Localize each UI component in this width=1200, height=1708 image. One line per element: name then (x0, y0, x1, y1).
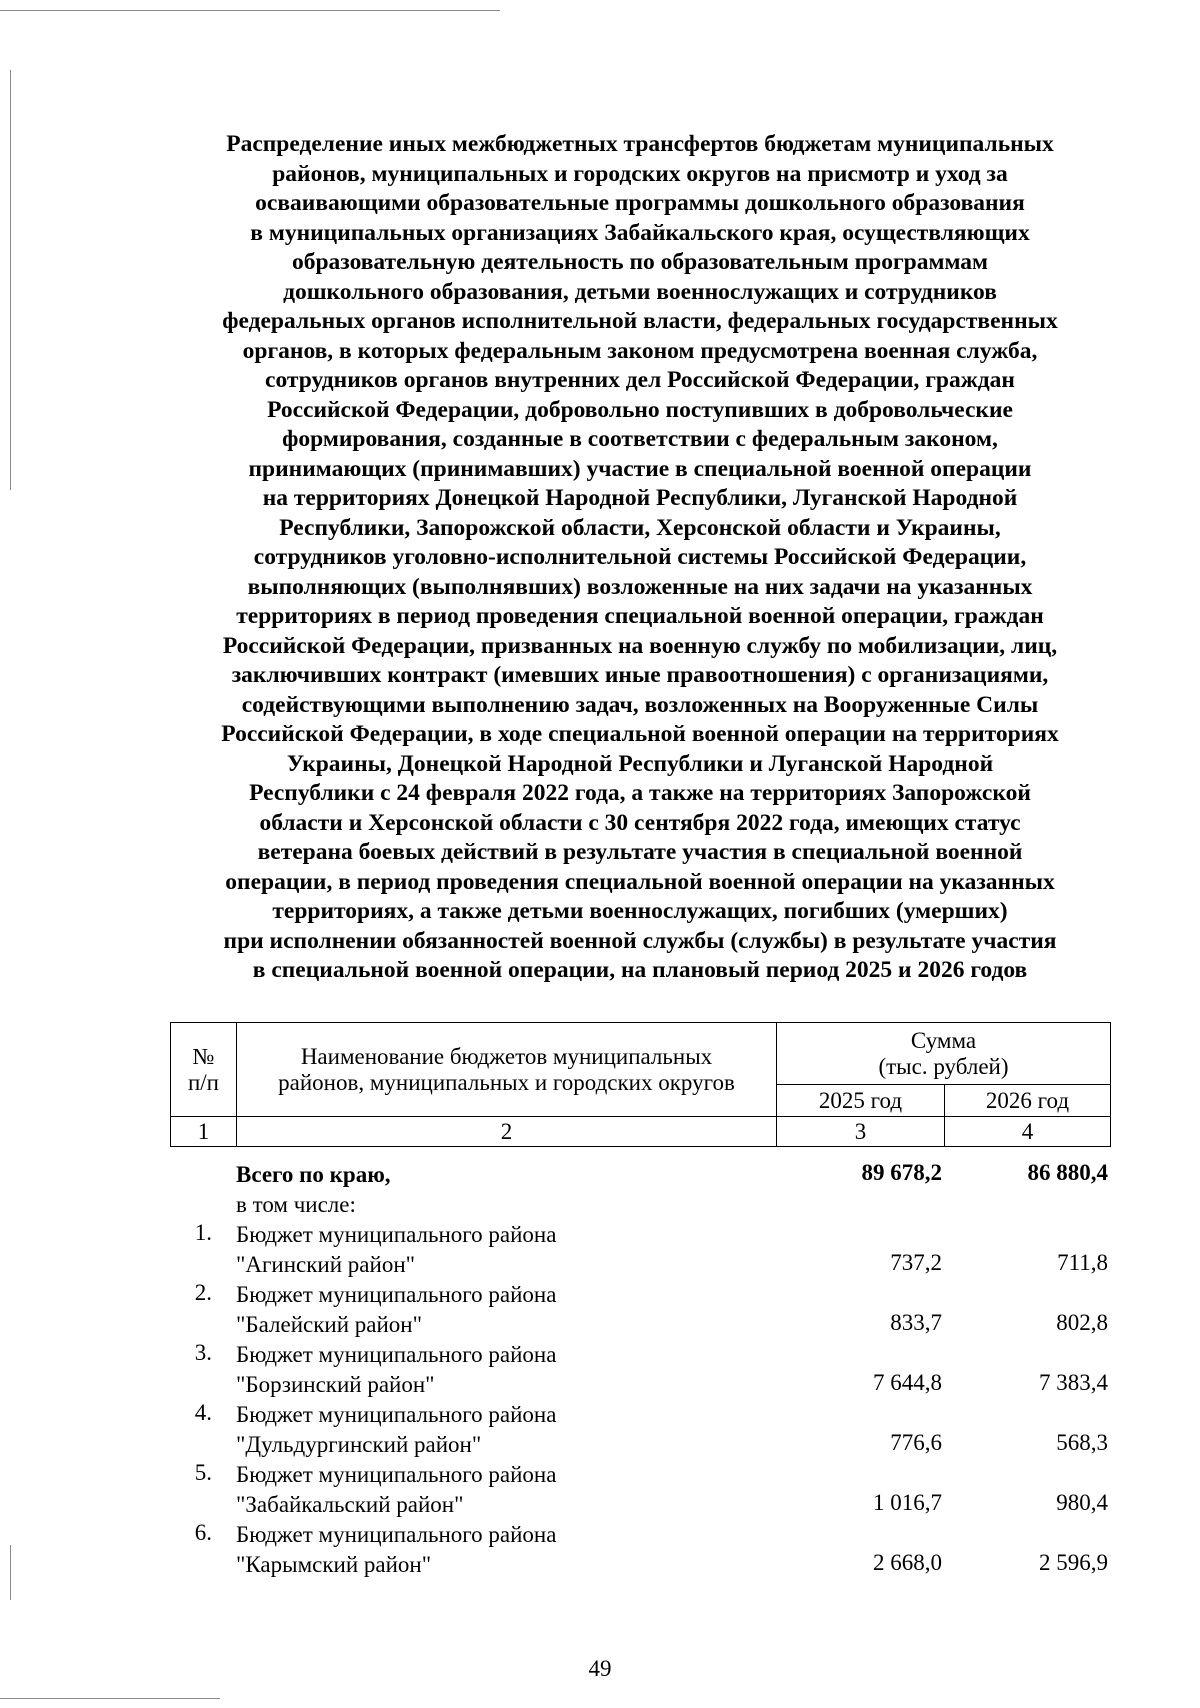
title-line: дошкольного образования, детьми военнослужащих и сотрудников (283, 278, 997, 305)
table-row (170, 1220, 1110, 1280)
row-name (236, 1460, 556, 1520)
col-number-3: 3 (777, 1117, 945, 1147)
row-name-line2: "Борзинский район" (236, 1372, 435, 1397)
row-name-line2: "Агинский район" (236, 1252, 416, 1277)
title-line: на территориях Донецкой Народной Республики, Луганской Народной (262, 485, 1018, 511)
title-line: Республики с 24 февраля 2022 года, а также на территориях Запорожской (249, 780, 1031, 806)
title-line: образовательную деятельность по образовательным программам (291, 249, 989, 275)
table-header (170, 1022, 1111, 1147)
name-header-line2: районов, муниципальных и городских округов (278, 1069, 735, 1095)
row-value-2025: 1 016,7 (873, 1490, 942, 1515)
title-line: области и Херсонской области с 30 сентября 2022 года, имеющих статус (259, 809, 1021, 836)
title-line: принимающих (принимавших) участие в специальной военной операции (248, 455, 1032, 482)
col-header-name (237, 1023, 777, 1117)
title-line: в муниципальных организациях Забайкальского края, осуществляющих (250, 219, 1030, 246)
col-header-2025: 2025 год (777, 1085, 945, 1117)
row-name (236, 1400, 556, 1460)
row-value-2026: 711,8 (1057, 1250, 1108, 1275)
document-title (160, 130, 1120, 986)
row-value-2026: 802,8 (1056, 1310, 1108, 1335)
sum-header-line2: (тыс. рублей) (878, 1053, 1009, 1079)
row-number: 3. (194, 1340, 212, 1365)
scan-edge-top (0, 10, 500, 11)
row-value-2026: 568,3 (1056, 1430, 1108, 1455)
row-name-line2: "Забайкальский район" (236, 1492, 464, 1517)
row-value-2026: 7 383,4 (1039, 1370, 1108, 1395)
row-number: 1. (194, 1220, 212, 1245)
title-line: операции, в период проведения специальной военной операции на указанных (225, 868, 1055, 895)
title-line: при исполнении обязанностей военной службы (службы) в результате участия (223, 927, 1057, 954)
row-number: 4. (194, 1400, 212, 1425)
title-line: выполняющих (выполнявших) возложенные на них задачи на указанных (247, 573, 1033, 600)
row-name-line1: Бюджет муниципального района (236, 1402, 557, 1427)
table-row (170, 1520, 1110, 1580)
col-header-number (171, 1023, 237, 1117)
title-line: сотрудников органов внутренних дел Российской Федерации, граждан (265, 367, 1015, 393)
col-number-1: 1 (171, 1117, 237, 1147)
title-line: районов, муниципальных и городских округов на присмотр и уход за (272, 160, 1008, 187)
title-line: формирования, созданные в соответствии с федеральным законом, (282, 426, 998, 452)
scan-edge-bottom (0, 1698, 220, 1699)
title-line: Республики, Запорожской области, Херсонской области и Украины, (279, 514, 1001, 541)
number-abbr: п/п (187, 1069, 219, 1095)
row-number: 2. (194, 1280, 212, 1305)
title-line: территориях в период проведения специальной военной операции, граждан (236, 603, 1044, 629)
total-2026: 86 880,4 (1027, 1160, 1108, 1185)
row-value-2025: 833,7 (890, 1310, 942, 1335)
title-line: осваивающими образовательные программы дошкольного образования (255, 190, 1025, 216)
table-row (170, 1280, 1110, 1340)
col-header-sum (777, 1023, 1111, 1085)
title-line: территориях, а также детьми военнослужащих, погибших (умерших) (272, 898, 1008, 924)
table-row (170, 1400, 1110, 1460)
row-name-line1: Бюджет муниципального района (236, 1222, 557, 1247)
row-value-2025: 737,2 (890, 1250, 942, 1275)
row-name-line2: "Дульдургинский район" (236, 1432, 482, 1457)
row-value-2025: 7 644,8 (873, 1370, 942, 1395)
sum-header-line1: Сумма (910, 1027, 977, 1053)
col-number-2: 2 (237, 1117, 777, 1147)
number-sign: № (192, 1043, 215, 1069)
title-line: Украины, Донецкой Народной Республики и Луганской Народной (286, 750, 994, 777)
title-line: сотрудников уголовно-исполнительной системы Российской Федерации, (253, 544, 1027, 570)
row-value-2026: 980,4 (1056, 1490, 1108, 1515)
row-name-line1: Бюджет муниципального района (236, 1522, 557, 1547)
title-line: содействующими выполнению задач, возложенных на Вооруженные Силы (241, 691, 1039, 718)
table-row (170, 1340, 1110, 1400)
col-number-4: 4 (945, 1117, 1111, 1147)
title-line: Российской Федерации, призванных на военную службу по мобилизации, лиц, (222, 632, 1058, 659)
row-name-line2: "Балейский район" (236, 1312, 422, 1337)
row-value-2026: 2 596,9 (1039, 1550, 1108, 1575)
row-name-line1: Бюджет муниципального района (236, 1282, 557, 1307)
row-name (236, 1520, 556, 1580)
total-label: Всего по краю, (236, 1162, 391, 1187)
title-line: Российской Федерации, добровольно поступивших в добровольческие (267, 396, 1013, 423)
row-name-line2: "Карымский район" (236, 1552, 432, 1577)
title-line: федеральных органов исполнительной власти, федеральных государственных (222, 308, 1058, 334)
table-row (170, 1460, 1110, 1520)
row-name (236, 1280, 556, 1340)
total-2025: 89 678,2 (861, 1160, 942, 1185)
row-name (236, 1340, 556, 1400)
scan-edge-left (10, 70, 11, 490)
scan-edge-left-lower (10, 1545, 11, 1600)
row-number: 6. (194, 1520, 212, 1545)
row-value-2025: 2 668,0 (873, 1550, 942, 1575)
title-line: Распределение иных межбюджетных трансфертов бюджетам муниципальных (226, 131, 1054, 157)
title-line: в специальной военной операции, на плановый период 2025 и 2026 годов (252, 957, 1028, 983)
row-name-line1: Бюджет муниципального района (236, 1342, 557, 1367)
title-line: заключивших контракт (имевших иные правоотношения) с организациями, (231, 662, 1049, 688)
including-row (170, 1190, 1110, 1220)
title-line: Российской Федерации, в ходе специальной военной операции на территориях (221, 721, 1059, 747)
page-number: 49 (588, 1656, 612, 1681)
name-header-line1: Наименование бюджетов муниципальных (300, 1043, 713, 1069)
row-number: 5. (194, 1460, 212, 1485)
row-name-line1: Бюджет муниципального района (236, 1462, 557, 1487)
title-line: органов, в которых федеральным законом предусмотрена военная служба, (242, 337, 1038, 364)
col-header-2026: 2026 год (945, 1085, 1111, 1117)
row-name (236, 1220, 556, 1280)
including-label: в том числе: (236, 1192, 356, 1217)
row-value-2025: 776,6 (890, 1430, 942, 1455)
title-line: ветерана боевых действий в результате участия в специальной военной (257, 839, 1023, 865)
